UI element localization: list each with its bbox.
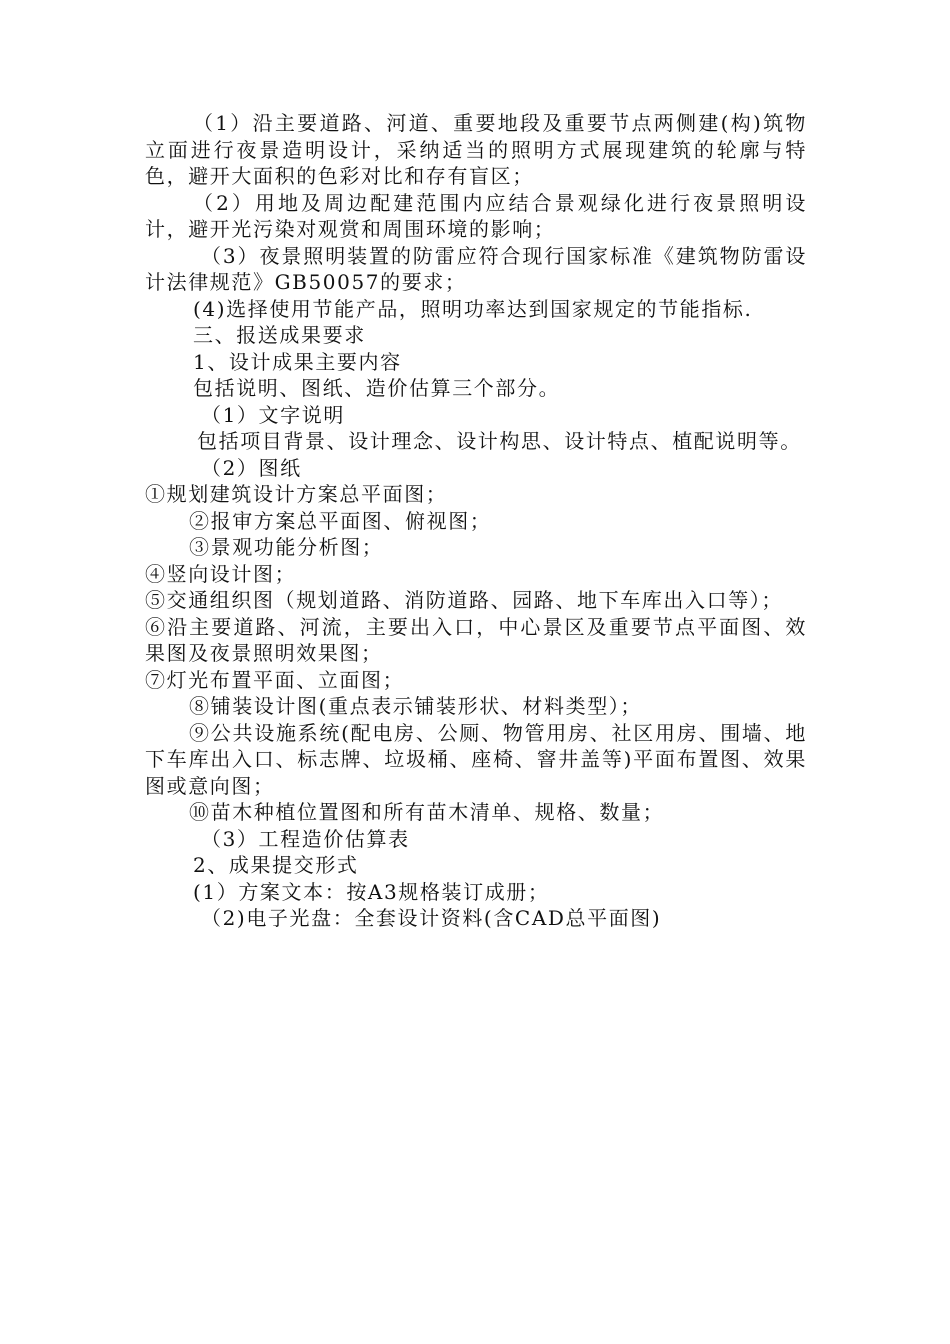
drawing-item-6: ⑥沿主要道路、河流，主要出入口，中心景区及重要节点平面图、效果图及夜景照明效果图； <box>145 614 807 665</box>
item-heading-drawings: （2）图纸 <box>201 455 302 480</box>
drawing-item-3: ③景观功能分析图； <box>189 535 384 559</box>
item-heading-text-description: （1）文字说明 <box>201 402 345 427</box>
submission-item-disc: （2)电子光盘：全套设计资料(含CAD总平面图) <box>201 906 662 930</box>
paragraph-lighting-greenery: （2）用地及周边配建范围内应结合景观绿化进行夜景照明设计，避开光污染对观赏和周围环境的影响； <box>145 190 807 241</box>
paragraph-content-parts: 包括说明、图纸、造价估算三个部分。 <box>193 376 561 400</box>
drawing-item-5: ⑤交通组织图（规划道路、消防道路、园路、地下车库出入口等）； <box>145 588 783 612</box>
document-body <box>145 110 807 932</box>
paragraph-energy-saving: (4)选择使用节能产品，照明功率达到国家规定的节能指标. <box>193 296 753 321</box>
paragraph-lightning-protection: （3）夜景照明装置的防雷应符合现行国家标准《建筑物防雷设计法律规范》GB50057的要求； <box>145 243 807 294</box>
drawing-item-8: ⑧铺装设计图(重点表示铺装形状、材料类型）； <box>189 694 643 718</box>
section-heading-deliverables: 三、报送成果要求 <box>193 323 366 347</box>
submission-item-text: (1）方案文本：按A3规格装订成册； <box>193 879 550 904</box>
subsection-heading-content: 1、设计成果主要内容 <box>193 349 402 374</box>
drawing-item-10: ⑩苗木种植位置图和所有苗木清单、规格、数量； <box>189 800 665 824</box>
drawing-item-7: ⑦灯光布置平面、立面图； <box>145 667 405 692</box>
drawing-item-9: ⑨公共设施系统(配电房、公厕、物管用房、社区用房、围墙、地下车库出入口、标志牌、垃圾桶、座椅、窨井盖等)平面布置图、效果图或意向图； <box>145 720 807 798</box>
paragraph-description-scope: 包括项目背景、设计理念、设计构思、设计特点、植配说明等。 <box>197 429 802 453</box>
drawing-item-4: ④竖向设计图； <box>145 561 297 586</box>
drawing-item-2: ②报审方案总平面图、俯视图； <box>189 508 492 533</box>
item-heading-cost-estimate: （3）工程造价估算表 <box>201 826 410 851</box>
drawing-item-1: ①规划建筑设计方案总平面图； <box>145 482 448 506</box>
paragraph-lighting-facades: （1）沿主要道路、河道、重要地段及重要节点两侧建(构)筑物立面进行夜景造明设计，采纳适当的照明方式展现建筑的轮廓与特色，避开大面积的色彩对比和存有盲区； <box>145 111 807 188</box>
subsection-heading-submission: 2、成果提交形式 <box>193 853 359 877</box>
